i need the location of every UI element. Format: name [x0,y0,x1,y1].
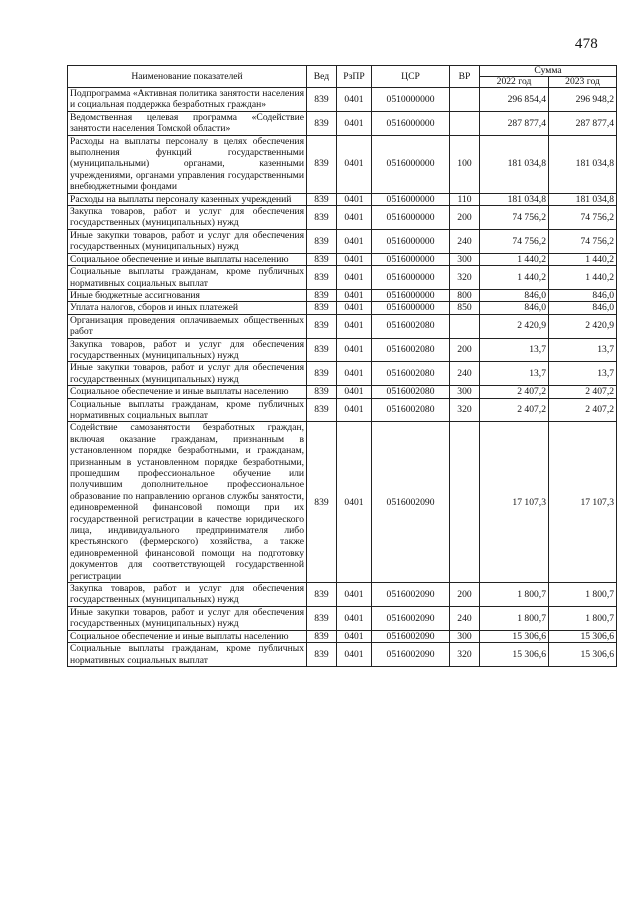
cell-sum-2023: 846,0 [549,302,617,314]
cell-vr: 800 [450,289,480,301]
cell-sum-2023: 13,7 [549,362,617,386]
table-row [68,266,617,290]
cell-csr: 0516000000 [372,302,450,314]
cell-csr: 0516000000 [372,289,450,301]
table-row [68,422,617,583]
cell-ved: 839 [307,643,337,667]
cell-csr: 0516000000 [372,135,450,193]
cell-sum-2022: 1 440,2 [480,253,549,265]
cell-sum-2022: 74 756,2 [480,229,549,253]
cell-sum-2023: 1 440,2 [549,266,617,290]
page-number: 478 [574,36,598,52]
cell-rzpr: 0401 [337,314,372,338]
cell-ved: 839 [307,229,337,253]
cell-csr: 0516000000 [372,253,450,265]
cell-name: Уплата налогов, сборов и иных платежей [68,302,307,314]
cell-sum-2022: 181 034,8 [480,135,549,193]
cell-csr: 0516002080 [372,398,450,422]
cell-name: Социальные выплаты гражданам, кроме публичных нормативных социальных выплат [68,266,307,290]
cell-ved: 839 [307,398,337,422]
table-row [68,111,617,135]
cell-ved: 839 [307,302,337,314]
cell-ved: 839 [307,193,337,205]
cell-csr: 0516000000 [372,266,450,290]
cell-rzpr: 0401 [337,266,372,290]
cell-vr [450,111,480,135]
cell-rzpr: 0401 [337,630,372,642]
cell-ved: 839 [307,88,337,112]
cell-csr: 0516002090 [372,630,450,642]
cell-name: Социальные выплаты гражданам, кроме публичных нормативных социальных выплат [68,398,307,422]
header-sum: Сумма [480,66,617,77]
cell-rzpr: 0401 [337,338,372,362]
cell-name: Иные закупки товаров, работ и услуг для обеспечения государственных (муниципальных) нужд [68,606,307,630]
cell-sum-2023: 1 440,2 [549,253,617,265]
cell-sum-2022: 13,7 [480,362,549,386]
cell-rzpr: 0401 [337,88,372,112]
cell-sum-2023: 15 306,6 [549,643,617,667]
cell-rzpr: 0401 [337,253,372,265]
cell-vr: 300 [450,630,480,642]
cell-name: Иные закупки товаров, работ и услуг для обеспечения государственных (муниципальных) нужд [68,229,307,253]
cell-sum-2022: 1 440,2 [480,266,549,290]
cell-name: Иные бюджетные ассигнования [68,289,307,301]
budget-table [67,65,617,667]
cell-name: Социальное обеспечение и иные выплаты населению [68,386,307,398]
cell-rzpr: 0401 [337,386,372,398]
cell-ved: 839 [307,362,337,386]
cell-csr: 0516000000 [372,206,450,230]
header-name: Наименование показателей [68,66,307,88]
cell-sum-2022: 296 854,4 [480,88,549,112]
cell-rzpr: 0401 [337,606,372,630]
table-row [68,302,617,314]
cell-csr: 0516002080 [372,338,450,362]
cell-sum-2023: 2 407,2 [549,398,617,422]
table-row [68,289,617,301]
cell-ved: 839 [307,135,337,193]
cell-vr [450,314,480,338]
cell-vr: 320 [450,266,480,290]
cell-csr: 0510000000 [372,88,450,112]
cell-sum-2023: 181 034,8 [549,135,617,193]
table-row [68,643,617,667]
table-row [68,386,617,398]
cell-sum-2022: 13,7 [480,338,549,362]
cell-rzpr: 0401 [337,135,372,193]
cell-ved: 839 [307,206,337,230]
cell-sum-2022: 287 877,4 [480,111,549,135]
cell-rzpr: 0401 [337,289,372,301]
cell-rzpr: 0401 [337,583,372,607]
cell-sum-2023: 13,7 [549,338,617,362]
cell-csr: 0516002090 [372,422,450,583]
cell-vr: 240 [450,229,480,253]
cell-vr: 300 [450,386,480,398]
cell-rzpr: 0401 [337,111,372,135]
cell-vr: 320 [450,398,480,422]
table-row [68,606,617,630]
table-row [68,398,617,422]
table-row [68,88,617,112]
cell-name: Подпрограмма «Активная политика занятости населения и социальная поддержка безработных граждан» [68,88,307,112]
cell-ved: 839 [307,289,337,301]
cell-vr: 200 [450,338,480,362]
cell-vr: 110 [450,193,480,205]
header-csr: ЦСР [372,66,450,88]
cell-csr: 0516000000 [372,229,450,253]
cell-vr: 200 [450,583,480,607]
cell-name: Социальное обеспечение и иные выплаты населению [68,630,307,642]
cell-name: Расходы на выплаты персоналу казенных учреждений [68,193,307,205]
table-row [68,583,617,607]
header-year-2022: 2022 год [480,77,549,88]
cell-rzpr: 0401 [337,229,372,253]
header-rzpr: РзПР [337,66,372,88]
cell-sum-2023: 17 107,3 [549,422,617,583]
cell-name: Закупка товаров, работ и услуг для обеспечения государственных (муниципальных) нужд [68,338,307,362]
cell-sum-2023: 181 034,8 [549,193,617,205]
cell-sum-2023: 74 756,2 [549,229,617,253]
cell-sum-2022: 846,0 [480,289,549,301]
cell-name: Содействие самозанятости безработных граждан, включая оказание гражданам, признанным в установленном порядке безработными, и гражданам, признанным в установленном порядке безработными, прошедшим профессиональное обучение или получившим дополнительное профессиональное образование по направлению органов службы занятости, единовременной финансовой помощи при их государственной регистрации в качестве юридического лица, индивидуального предпринимателя либо крестьянского (фермерского) хозяйства, а также единовременной финансовой помощи на подготовку документов для соответствующей государственной регистрации [68,422,307,583]
cell-rzpr: 0401 [337,422,372,583]
cell-csr: 0516000000 [372,193,450,205]
table-body [68,88,617,667]
cell-vr: 320 [450,643,480,667]
cell-sum-2023: 296 948,2 [549,88,617,112]
table-row [68,206,617,230]
cell-rzpr: 0401 [337,398,372,422]
cell-csr: 0516000000 [372,111,450,135]
cell-sum-2022: 1 800,7 [480,606,549,630]
table-row [68,338,617,362]
cell-rzpr: 0401 [337,193,372,205]
table-row [68,253,617,265]
cell-name: Ведомственная целевая программа «Содействие занятости населения Томской области» [68,111,307,135]
table-row [68,630,617,642]
cell-ved: 839 [307,386,337,398]
cell-sum-2022: 2 407,2 [480,398,549,422]
cell-csr: 0516002080 [372,386,450,398]
cell-rzpr: 0401 [337,643,372,667]
cell-ved: 839 [307,630,337,642]
cell-sum-2022: 846,0 [480,302,549,314]
cell-csr: 0516002080 [372,314,450,338]
header-year-2023: 2023 год [549,77,617,88]
cell-sum-2023: 1 800,7 [549,606,617,630]
cell-sum-2022: 1 800,7 [480,583,549,607]
cell-csr: 0516002090 [372,643,450,667]
table-row [68,229,617,253]
cell-name: Иные закупки товаров, работ и услуг для обеспечения государственных (муниципальных) нужд [68,362,307,386]
cell-sum-2022: 2 407,2 [480,386,549,398]
cell-sum-2023: 74 756,2 [549,206,617,230]
cell-sum-2022: 74 756,2 [480,206,549,230]
cell-ved: 839 [307,583,337,607]
header-vr: ВР [450,66,480,88]
cell-csr: 0516002080 [372,362,450,386]
cell-rzpr: 0401 [337,206,372,230]
cell-ved: 839 [307,111,337,135]
cell-sum-2022: 15 306,6 [480,630,549,642]
table-row [68,193,617,205]
cell-vr: 240 [450,606,480,630]
cell-sum-2023: 2 407,2 [549,386,617,398]
cell-ved: 839 [307,606,337,630]
table-row [68,314,617,338]
cell-rzpr: 0401 [337,302,372,314]
cell-ved: 839 [307,422,337,583]
cell-sum-2022: 181 034,8 [480,193,549,205]
cell-ved: 839 [307,266,337,290]
cell-vr: 850 [450,302,480,314]
cell-sum-2023: 2 420,9 [549,314,617,338]
cell-name: Организация проведения оплачиваемых общественных работ [68,314,307,338]
table-row [68,135,617,193]
cell-rzpr: 0401 [337,362,372,386]
cell-vr: 200 [450,206,480,230]
header-ved: Вед [307,66,337,88]
cell-sum-2023: 15 306,6 [549,630,617,642]
cell-vr [450,88,480,112]
cell-name: Социальные выплаты гражданам, кроме публичных нормативных социальных выплат [68,643,307,667]
cell-csr: 0516002090 [372,606,450,630]
cell-sum-2022: 17 107,3 [480,422,549,583]
cell-csr: 0516002090 [372,583,450,607]
cell-vr: 100 [450,135,480,193]
cell-ved: 839 [307,253,337,265]
cell-vr: 240 [450,362,480,386]
cell-sum-2022: 15 306,6 [480,643,549,667]
cell-sum-2023: 1 800,7 [549,583,617,607]
cell-vr [450,422,480,583]
cell-sum-2022: 2 420,9 [480,314,549,338]
cell-name: Закупка товаров, работ и услуг для обеспечения государственных (муниципальных) нужд [68,583,307,607]
cell-ved: 839 [307,338,337,362]
cell-name: Социальное обеспечение и иные выплаты населению [68,253,307,265]
cell-vr: 300 [450,253,480,265]
cell-name: Закупка товаров, работ и услуг для обеспечения государственных (муниципальных) нужд [68,206,307,230]
cell-name: Расходы на выплаты персоналу в целях обеспечения выполнения функций государственными (муниципальными) органами, казенными учреждениями, органами управления государственными внебюджетными фондами [68,135,307,193]
cell-ved: 839 [307,314,337,338]
cell-sum-2023: 846,0 [549,289,617,301]
cell-sum-2023: 287 877,4 [549,111,617,135]
table-row [68,362,617,386]
